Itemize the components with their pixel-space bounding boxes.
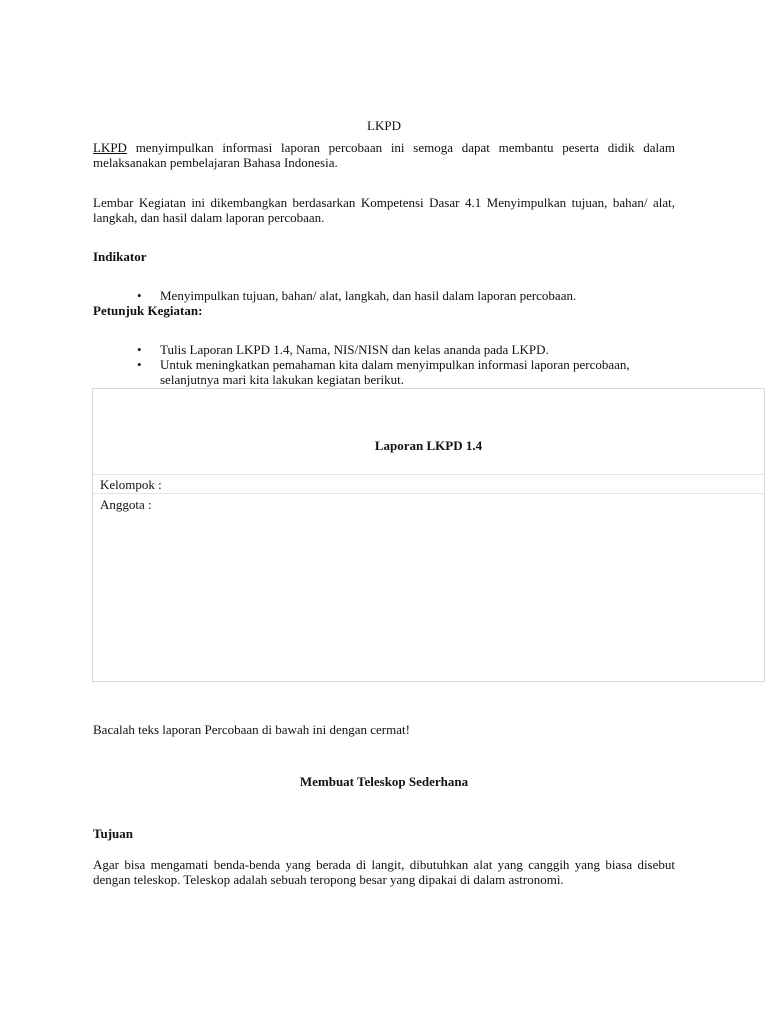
list-item: • Tulis Laporan LKPD 1.4, Nama, NIS/NISN dan kelas ananda pada LKPD. [137,342,677,357]
tujuan-heading: Tujuan [93,826,133,841]
list-item: • Menyimpulkan tujuan, bahan/ alat, langkah, dan hasil dalam laporan percobaan. [137,288,677,303]
intro-link[interactable]: LKPD [93,140,127,155]
list-item: • Untuk meningkatkan pemahaman kita dalam menyimpulkan informasi laporan percobaan, selanjutnya mari kita lakukan kegiatan berikut. [137,357,677,387]
document-title: LKPD [367,118,401,133]
kelompok-cell[interactable] [93,474,764,494]
intro-paragraph [93,140,675,170]
kelompok-label: Kelompok : [100,477,162,492]
kd-paragraph: Lembar Kegiatan ini dikembangkan berdasarkan Kompetensi Dasar 4.1 Menyimpulkan tujuan, bahan/ alat, langkah, dan hasil dalam laporan percobaan. [93,195,675,225]
laporan-table [92,388,765,682]
table-title: Laporan LKPD 1.4 [374,438,483,453]
intro-text: menyimpulkan informasi laporan percobaan ini semoga dapat membantu peserta didik dalam melaksanakan pembelajaran Bahasa Indonesia. [93,140,675,170]
petunjuk-list [137,342,677,387]
table-header-cell [93,389,764,475]
indikator-heading: Indikator [93,249,147,264]
report-title: Membuat Teleskop Sederhana [299,774,469,789]
petunjuk-heading: Petunjuk Kegiatan: [93,303,203,318]
indikator-list [137,288,677,303]
read-instruction: Bacalah teks laporan Percobaan di bawah ini dengan cermat! [93,722,410,737]
anggota-label: Anggota : [100,497,152,512]
tujuan-paragraph: Agar bisa mengamati benda-benda yang berada di langit, dibutuhkan alat yang canggih yang biasa disebut dengan teleskop. Teleskop adalah sebuah teropong besar yang dipakai di dalam astronomi. [93,857,675,887]
anggota-cell[interactable] [93,494,764,681]
